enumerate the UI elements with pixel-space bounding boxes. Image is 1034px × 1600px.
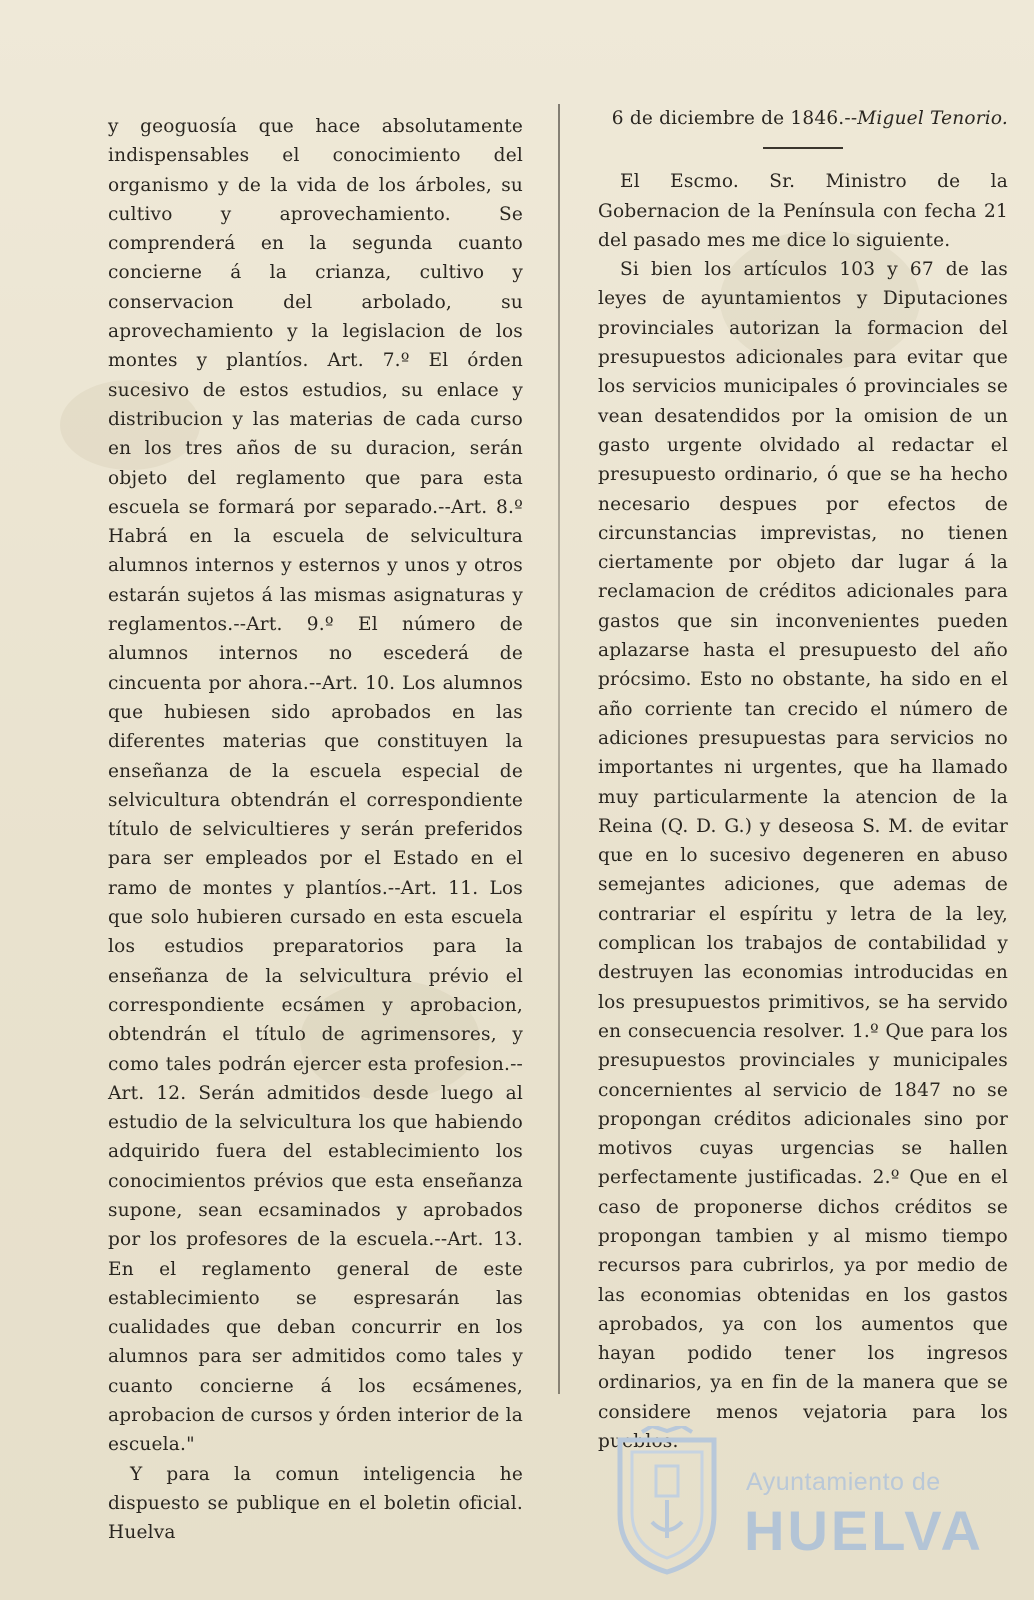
- ayuntamiento-watermark: [612, 1420, 1002, 1580]
- stamp-line-1: Ayuntamiento de: [746, 1468, 941, 1496]
- left-column: [108, 112, 523, 1548]
- left-paragraph-1: y geoguosía que hace absolutamente indispensables el conocimiento del organismo y de la vida de los árboles, su cultivo y aprovechamiento. Se comprenderá en la segunda cuanto concierne á la crianza, cultivo y conservacion del arbolado, su aprovechamiento y la legislacion de los montes y plantíos. Art. 7.º El órden sucesivo de estos estudios, su enlace y distribucion y las materias de cada curso en los tres años de su duracion, serán objeto del reglamento que para esta escuela se formará por separado.--Art. 8.º Habrá en la escuela de selvicultura alumnos internos y esternos y unos y otros estarán sujetos á las mismas asignaturas y reglamentos.--Art. 9.º El número de alumnos internos no escederá de cincuenta por ahora.--Art. 10. Los alumnos que hubiesen sido aprobados en las diferentes materias que constituyen la enseñanza de la escuela especial de selvicultura obtendrán el correspondiente título de selvicultieres y serán preferidos para ser empleados por el Estado en el ramo de montes y plantíos.--Art. 11. Los que solo hubieren cursado en esta escuela los estudios preparatorios para la enseñanza de la selvicultura prévio el correspondiente ecsámen y aprobacion, obtendrán el título de agrimensores, y como tales podrán ejercer esta profesion.--Art. 12. Serán admitidos desde luego al estudio de la selvicultura los que habiendo adquirido fuera del establecimiento los conocimientos prévios que esta enseñanza supone, sean ecsaminados y aprobados por los profesores de la escuela.--Art. 13. En el reglamento general de este establecimiento se espresarán las cualidades que deban concurrir en los alumnos para ser admitidos como tales y cuanto concierne á los ecsámenes, aprobacion de cursos y órden interior de la escuela.": [108, 116, 523, 1456]
- right-column: [598, 104, 1008, 1456]
- date-text: 6 de diciembre de 1846.--: [611, 108, 858, 129]
- stamp-line-2: HUELVA: [744, 1499, 984, 1562]
- coat-of-arms-icon: [612, 1426, 722, 1576]
- left-paragraph-2: Y para la comun inteligencia he dispuesto se publique en el boletin oficial. Huelva: [108, 1463, 523, 1544]
- signature: Miguel Tenorio.: [857, 108, 1008, 129]
- right-paragraph-2: Si bien los artículos 103 y 67 de las leyes de ayuntamientos y Diputaciones provinciales autorizan la formacion del presupuestos adicionales para evitar que los servicios municipales ó provinciales se vean desatendidos por la omision de un gasto urgente olvidado al redactar el presupuesto ordinario, ó que se ha hecho necesario despues por efectos de circunstancias imprevistas, no tienen ciertamente por objeto dar lugar á la reclamacion de créditos adicionales para gastos que sin inconvenientes pueden aplazarse hasta el presupuesto del año prócsimo. Esto no obstante, ha sido en el año corriente tan crecido el número de adiciones presupuestas para servicios no importantes ni urgentes, que ha llamado muy particularmente la atencion de la Reina (Q. D. G.) y deseosa S. M. de evitar que en lo sucesivo degeneren en abuso semejantes adiciones, que ademas de contrariar el espíritu y letra de la ley, complican los trabajos de contabilidad y destruyen las economias introducidas en los presupuestos primitivos, se ha servido en consecuencia resolver. 1.º Que para los presupuestos provinciales y municipales concernientes al servicio de 1847 no se propongan créditos adicionales sino por motivos cuyas urgencias se hallen perfectamente justificadas. 2.º Que en el caso de proponerse dichos créditos se propongan tambien y al mismo tiempo recursos para cubrirlos, ya por medio de las economias obtenidas en los gastos aprobados, ya con los aumentos que hayan podido tener los ingresos ordinarios, ya en fin de la manera que se considere menos vejatoria para los pueblos.: [598, 259, 1008, 1453]
- column-divider: [558, 104, 560, 1394]
- right-paragraph-1: El Escmo. Sr. Ministro de la Gobernacion de la Península con fecha 21 del pasado mes me dice lo siguiente.: [598, 171, 1008, 251]
- dateline: [598, 104, 1008, 133]
- section-rule: [763, 147, 843, 149]
